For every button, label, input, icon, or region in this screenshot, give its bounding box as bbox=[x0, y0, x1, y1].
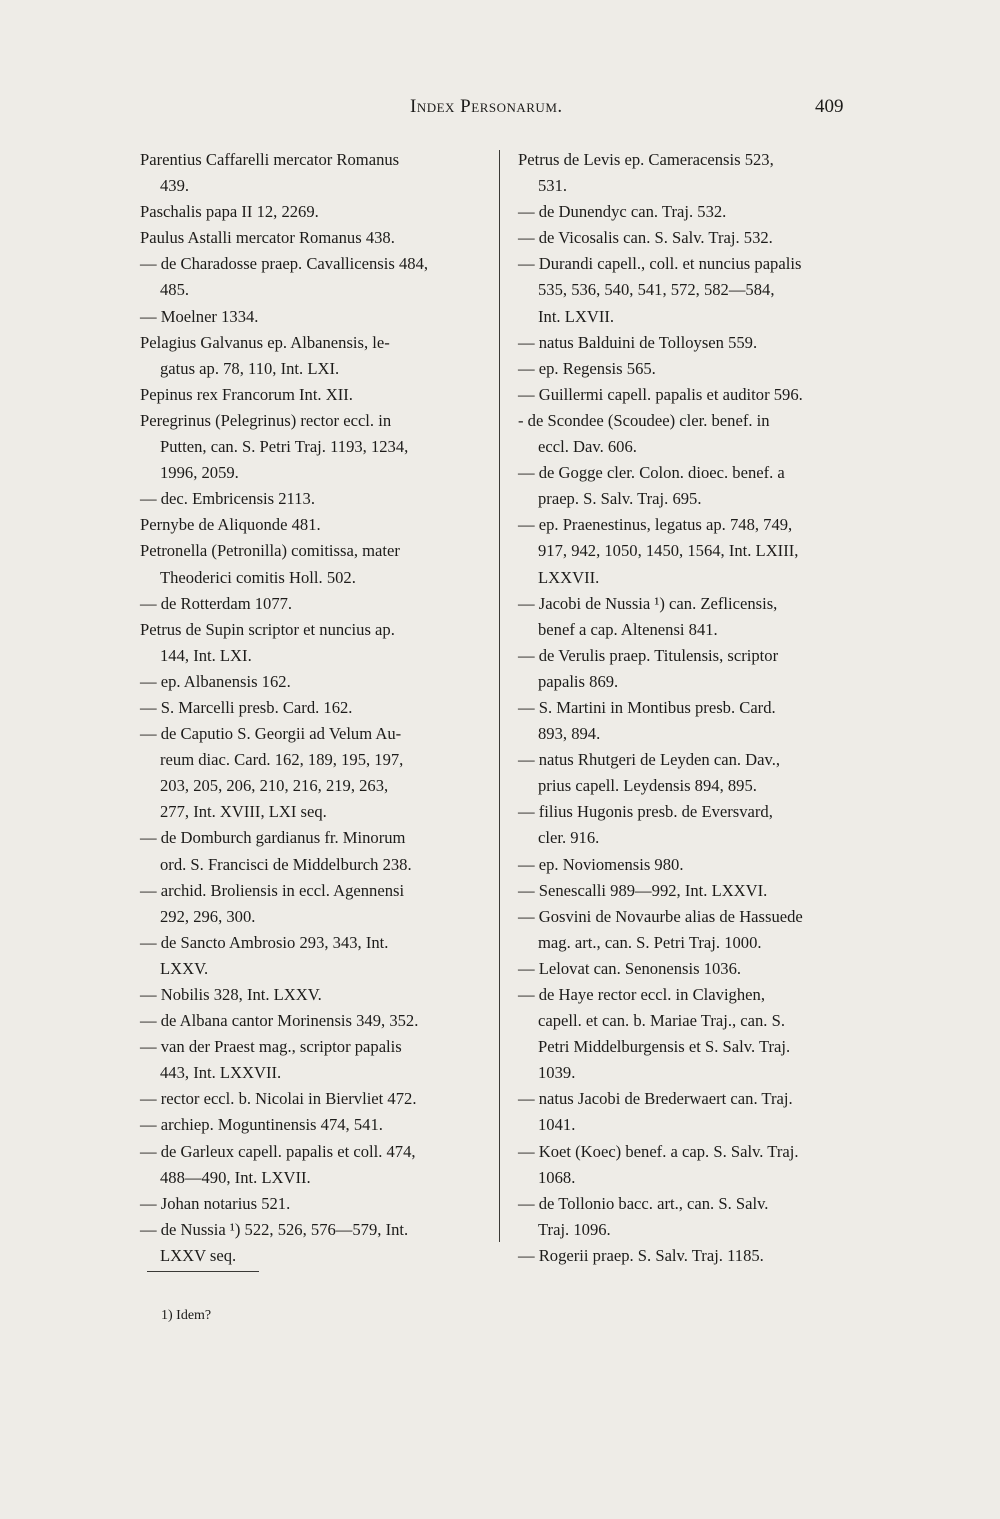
index-entry bbox=[140, 486, 478, 512]
index-entry bbox=[518, 591, 863, 643]
index-entry bbox=[518, 878, 863, 904]
entry-line: — Gosvini de Novaurbe alias de Hassuede bbox=[518, 906, 803, 926]
left-index-column bbox=[140, 147, 478, 1269]
page-number: 409 bbox=[815, 96, 844, 117]
index-entry bbox=[518, 408, 863, 460]
entry-continuation-line: praep. S. Salv. Traj. 695. bbox=[538, 489, 702, 509]
index-entry bbox=[140, 382, 478, 408]
entry-continuation-line: papalis 869. bbox=[538, 671, 619, 691]
footnote: 1) Idem? bbox=[161, 1308, 212, 1323]
index-entry bbox=[140, 825, 478, 877]
entry-continuation-line: 485. bbox=[160, 280, 190, 300]
index-entry bbox=[518, 147, 863, 199]
entry-line: Pepinus rex Francorum Int. XII. bbox=[140, 384, 353, 404]
entry-line: — ep. Noviomensis 980. bbox=[518, 854, 684, 874]
entry-line: — Jacobi de Nussia ¹) can. Zeflicensis, bbox=[518, 593, 778, 613]
index-entry bbox=[140, 225, 478, 251]
index-entry bbox=[518, 199, 863, 225]
entry-continuation-line: cler. 916. bbox=[538, 828, 600, 848]
index-entry bbox=[140, 512, 478, 538]
entry-line: — S. Marcelli presb. Card. 162. bbox=[140, 697, 353, 717]
footnote-rule bbox=[147, 1271, 259, 1272]
entry-line: - de Scondee (Scoudee) cler. benef. in bbox=[518, 410, 770, 430]
entry-line: — de Dunendyc can. Traj. 532. bbox=[518, 202, 727, 222]
index-entry bbox=[140, 721, 478, 825]
index-entry bbox=[140, 538, 478, 590]
index-entry bbox=[518, 799, 863, 851]
index-entry bbox=[518, 695, 863, 747]
entry-line: — ep. Albanensis 162. bbox=[140, 671, 291, 691]
entry-line: Pelagius Galvanus ep. Albanensis, le- bbox=[140, 332, 390, 352]
index-entry bbox=[518, 904, 863, 956]
entry-continuation-line: 292, 296, 300. bbox=[160, 906, 256, 926]
entry-line: Paulus Astalli mercator Romanus 438. bbox=[140, 228, 395, 248]
entry-line: — Johan notarius 521. bbox=[140, 1193, 291, 1213]
index-entry bbox=[140, 304, 478, 330]
index-entry bbox=[518, 982, 863, 1086]
index-entry bbox=[518, 460, 863, 512]
entry-line: Peregrinus (Pelegrinus) rector eccl. in bbox=[140, 410, 392, 430]
entry-line: Petronella (Petronilla) comitissa, mater bbox=[140, 541, 400, 561]
entry-line: — de Charadosse praep. Cavallicensis 484, bbox=[140, 254, 429, 274]
entry-continuation-line: benef a cap. Altenensi 841. bbox=[538, 619, 718, 639]
entry-line: Paschalis papa II 12, 2269. bbox=[140, 202, 319, 222]
entry-line: Petrus de Supin scriptor et nuncius ap. bbox=[140, 619, 395, 639]
entry-continuation-line: reum diac. Card. 162, 189, 195, 197, bbox=[160, 750, 404, 770]
index-entry bbox=[140, 1139, 478, 1191]
entry-line: — filius Hugonis presb. de Eversvard, bbox=[518, 802, 773, 822]
entry-line: — Moelner 1334. bbox=[140, 306, 259, 326]
entry-line: — Guillermi capell. papalis et auditor 596. bbox=[518, 384, 803, 404]
entry-continuation-line: 531. bbox=[538, 176, 568, 196]
entry-continuation-line: 1068. bbox=[538, 1167, 576, 1187]
running-header bbox=[0, 96, 1000, 126]
entry-continuation-line: LXXV seq. bbox=[160, 1245, 237, 1265]
entry-continuation-line: 488—490, Int. LXVII. bbox=[160, 1167, 311, 1187]
entry-line: — dec. Embricensis 2113. bbox=[140, 489, 315, 509]
entry-continuation-line: Traj. 1096. bbox=[538, 1219, 611, 1239]
index-entry bbox=[140, 408, 478, 486]
entry-continuation-line: LXXVII. bbox=[538, 567, 600, 587]
entry-line: — de Caputio S. Georgii ad Velum Au- bbox=[140, 724, 402, 744]
index-entry bbox=[518, 1191, 863, 1243]
index-entry bbox=[140, 1086, 478, 1112]
column-divider bbox=[499, 150, 500, 1242]
entry-continuation-line: 1041. bbox=[538, 1115, 576, 1135]
entry-continuation-line: 893, 894. bbox=[538, 724, 601, 744]
entry-line: — natus Rhutgeri de Leyden can. Dav., bbox=[518, 750, 781, 770]
entry-line: — Rogerii praep. S. Salv. Traj. 1185. bbox=[518, 1245, 764, 1265]
index-entry bbox=[140, 982, 478, 1008]
entry-continuation-line: Putten, can. S. Petri Traj. 1193, 1234, bbox=[160, 437, 409, 457]
index-entry bbox=[140, 1008, 478, 1034]
entry-line: — Koet (Koec) benef. a cap. S. Salv. Traj. bbox=[518, 1141, 799, 1161]
entry-continuation-line: mag. art., can. S. Petri Traj. 1000. bbox=[538, 932, 762, 952]
entry-line: — natus Balduini de Tolloysen 559. bbox=[518, 332, 758, 352]
entry-line: — Durandi capell., coll. et nuncius papalis bbox=[518, 254, 802, 274]
index-entry bbox=[518, 225, 863, 251]
index-entry bbox=[518, 382, 863, 408]
entry-continuation-line: ord. S. Francisci de Middelburch 238. bbox=[160, 854, 412, 874]
index-entry bbox=[518, 1086, 863, 1138]
entry-line: — de Vicosalis can. S. Salv. Traj. 532. bbox=[518, 228, 773, 248]
entry-line: Petrus de Levis ep. Cameracensis 523, bbox=[518, 150, 774, 169]
entry-line: Pernybe de Aliquonde 481. bbox=[140, 515, 321, 535]
index-entry bbox=[140, 669, 478, 695]
index-entry bbox=[140, 878, 478, 930]
entry-line: — de Domburch gardianus fr. Minorum bbox=[140, 828, 406, 848]
entry-line: — de Verulis praep. Titulensis, scriptor bbox=[518, 645, 779, 665]
entry-continuation-line: 535, 536, 540, 541, 572, 582—584, bbox=[538, 280, 775, 300]
entry-line: — Senescalli 989—992, Int. LXXVI. bbox=[518, 880, 768, 900]
entry-line: — de Garleux capell. papalis et coll. 474, bbox=[140, 1141, 416, 1161]
entry-continuation-line: gatus ap. 78, 110, Int. LXI. bbox=[160, 358, 340, 378]
entry-line: — de Sancto Ambrosio 293, 343, Int. bbox=[140, 932, 389, 952]
entry-continuation-line: 203, 205, 206, 210, 216, 219, 263, bbox=[160, 776, 389, 796]
entry-line: — de Albana cantor Morinensis 349, 352. bbox=[140, 1011, 419, 1031]
index-entry bbox=[518, 747, 863, 799]
index-entry bbox=[518, 356, 863, 382]
entry-line: — rector eccl. b. Nicolai in Biervliet 472. bbox=[140, 1089, 417, 1109]
entry-continuation-line: 917, 942, 1050, 1450, 1564, Int. LXIII, bbox=[538, 541, 799, 561]
index-entry bbox=[140, 199, 478, 225]
entry-continuation-line: eccl. Dav. 606. bbox=[538, 437, 637, 457]
running-title: Index Personarum. bbox=[410, 96, 563, 117]
index-entry bbox=[140, 330, 478, 382]
index-entry bbox=[518, 643, 863, 695]
entry-line: — de Haye rector eccl. in Clavighen, bbox=[518, 985, 765, 1004]
entry-line: — ep. Regensis 565. bbox=[518, 358, 656, 378]
entry-line: — van der Praest mag., scriptor papalis bbox=[140, 1037, 402, 1057]
entry-continuation-line: capell. et can. b. Mariae Traj., can. S. bbox=[538, 1011, 785, 1031]
index-entry bbox=[140, 695, 478, 721]
entry-line: — Nobilis 328, Int. LXXV. bbox=[140, 985, 322, 1004]
index-entry bbox=[518, 852, 863, 878]
index-entry bbox=[140, 1191, 478, 1217]
index-entry bbox=[140, 1217, 478, 1269]
entry-line: — de Gogge cler. Colon. dioec. benef. a bbox=[518, 463, 785, 483]
index-entry bbox=[518, 330, 863, 356]
index-entry bbox=[140, 147, 478, 199]
entry-continuation-line: Theoderici comitis Holl. 502. bbox=[160, 567, 356, 587]
entry-line: — de Nussia ¹) 522, 526, 576—579, Int. bbox=[140, 1219, 409, 1239]
entry-continuation-line: 1039. bbox=[538, 1063, 576, 1083]
entry-line: — de Rotterdam 1077. bbox=[140, 593, 293, 613]
entry-line: — archid. Broliensis in eccl. Agennensi bbox=[140, 880, 405, 900]
index-entry bbox=[140, 930, 478, 982]
index-entry bbox=[518, 1139, 863, 1191]
right-index-column bbox=[518, 147, 863, 1269]
index-entry bbox=[518, 956, 863, 982]
entry-continuation-line: 277, Int. XVIII, LXI seq. bbox=[160, 802, 327, 822]
entry-continuation-line: Petri Middelburgensis et S. Salv. Traj. bbox=[538, 1037, 791, 1057]
entry-continuation-line: 144, Int. LXI. bbox=[160, 645, 252, 665]
entry-continuation-line: Int. LXVII. bbox=[538, 306, 615, 326]
entry-continuation-line: 1996, 2059. bbox=[160, 463, 239, 483]
entry-line: — natus Jacobi de Brederwaert can. Traj. bbox=[518, 1089, 793, 1109]
index-entry bbox=[140, 591, 478, 617]
entry-continuation-line: prius capell. Leydensis 894, 895. bbox=[538, 776, 757, 796]
index-entry bbox=[140, 1112, 478, 1138]
index-entry bbox=[518, 251, 863, 329]
index-entry bbox=[140, 251, 478, 303]
entry-line: — ep. Praenestinus, legatus ap. 748, 749, bbox=[518, 515, 793, 535]
index-entry bbox=[140, 1034, 478, 1086]
entry-continuation-line: 439. bbox=[160, 176, 190, 196]
entry-line: — Lelovat can. Senonensis 1036. bbox=[518, 958, 742, 978]
index-entry bbox=[518, 512, 863, 590]
entry-continuation-line: 443, Int. LXXVII. bbox=[160, 1063, 282, 1083]
index-entry bbox=[140, 617, 478, 669]
entry-line: Parentius Caffarelli mercator Romanus bbox=[140, 150, 400, 169]
entry-line: — archiep. Moguntinensis 474, 541. bbox=[140, 1115, 383, 1135]
index-entry bbox=[518, 1243, 863, 1269]
entry-continuation-line: LXXV. bbox=[160, 958, 209, 978]
entry-line: — de Tollonio bacc. art., can. S. Salv. bbox=[518, 1193, 769, 1213]
entry-line: — S. Martini in Montibus presb. Card. bbox=[518, 697, 776, 717]
